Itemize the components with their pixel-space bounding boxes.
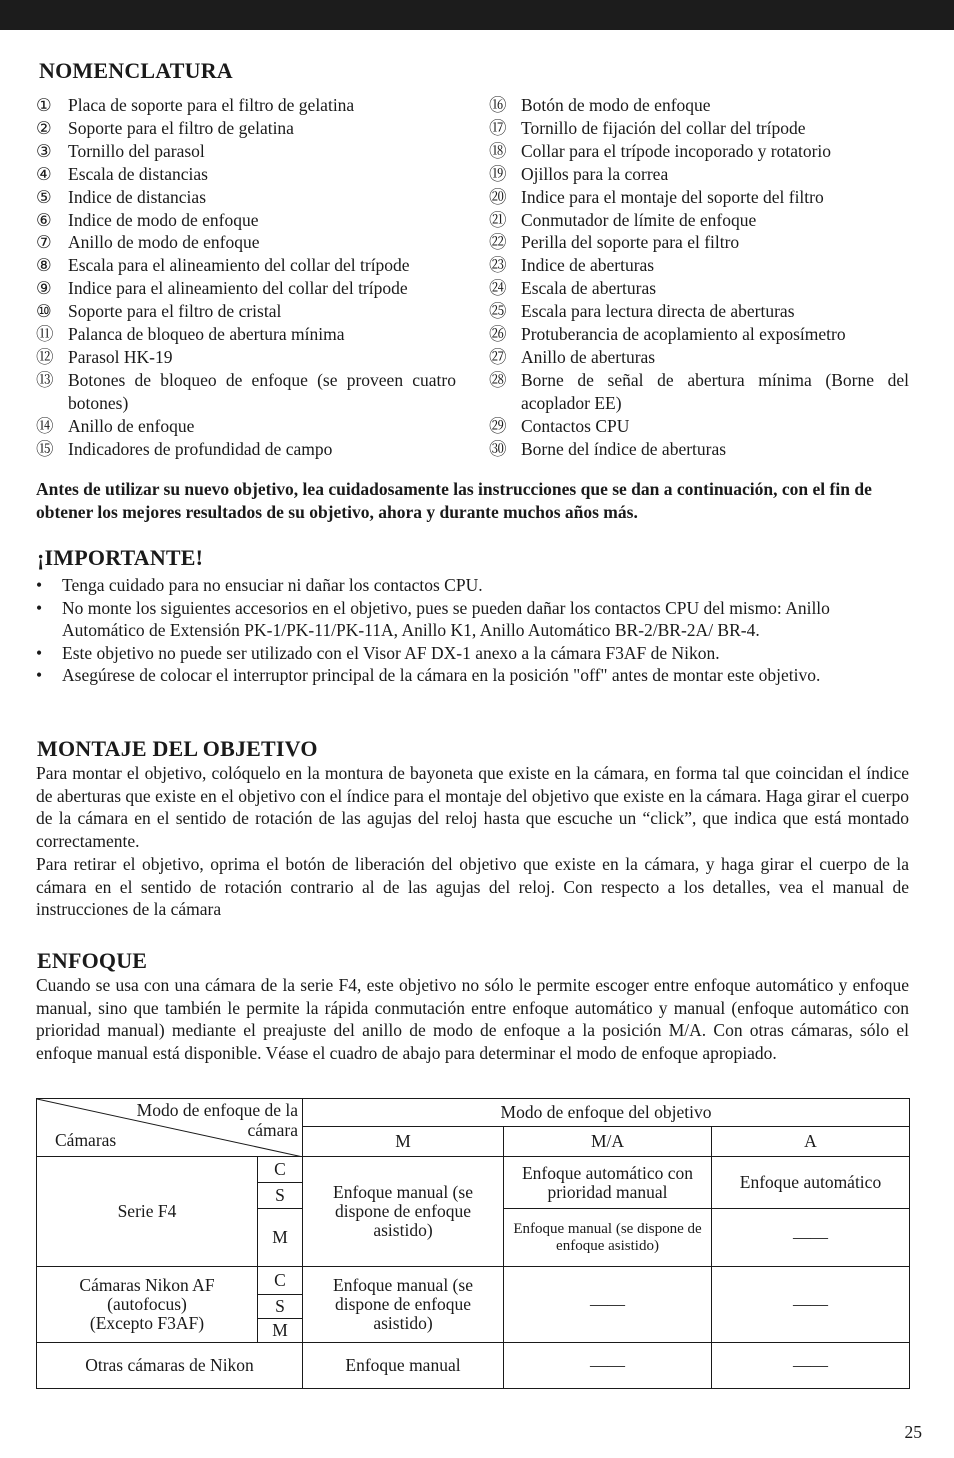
nomenclature-item [36,140,456,163]
nomenclatura-heading: NOMENCLATURA [39,58,233,83]
item-number: ① [36,95,52,115]
intro-paragraph: Antes de utilizar su nuevo objetivo, lea cuidadosamente las instrucciones que se dan a continuación, con el fin de obtener los mejores resultados de su objetivo, ahora y durante muchos años más. [36,479,872,522]
item-number: ⑦ [36,232,52,253]
mode-m: M [258,1319,303,1343]
list-item: • Este objetivo no puede ser utilizado con el Visor AF DX-1 anexo a la cámara F3AF de Nikon. [36,642,909,665]
mode-c: C [258,1267,303,1295]
item-label: Borne de señal de abertura mínima (Borne del acoplador EE) [521,369,909,413]
mode-c: C [258,1157,303,1183]
focus-mode-table [36,1098,910,1389]
item-number: ㉕ [489,301,507,322]
item-label: Placa de soporte para el filtro de gelatina [68,95,355,115]
item-number: ⑳ [489,186,507,207]
nomenclature-item [36,231,456,254]
nomenclature-item [36,186,456,209]
nikon-af-line-2: (autofocus) [107,1294,187,1314]
item-number: ⑮ [36,438,54,459]
nomenclature-item [489,300,909,323]
cell-f4-m: Enfoque manual (se dispone de enfoque asistido) [303,1157,504,1267]
item-label: Indice de modo de enfoque [68,209,259,230]
item-label: Tornillo del parasol [68,140,205,161]
row-label-serie-f4: Serie F4 [37,1157,258,1267]
cell-f4-ma-cs: Enfoque automático con prioridad manual [504,1157,712,1209]
item-label: Indice para el alineamiento del collar del trípode [68,278,408,299]
item-label: Ojillos para la correa [521,163,669,184]
item-number: ㉖ [489,324,507,345]
item-label: Anillo de enfoque [68,415,195,436]
item-number: ② [36,117,52,138]
nikon-af-line-3: (Excepto F3AF) [89,1313,205,1333]
cell-af-a: —— [712,1267,910,1343]
page-number: 25 [904,1422,922,1442]
row-label-nikon-af [37,1267,258,1343]
item-number: ㉓ [489,255,507,276]
col-header-a: A [712,1127,910,1157]
lens-mode-header: Modo de enfoque del objetivo [303,1099,910,1127]
nomenclature-list-left [36,94,456,461]
cell-af-m: Enfoque manual (se dispone de enfoque asistido) [303,1267,504,1343]
item-number: ⑬ [36,369,54,390]
cell-otras-m: Enfoque manual [303,1343,504,1389]
item-label: Escala de aberturas [521,278,657,299]
item-label: Perilla del soporte para el filtro [521,232,740,253]
nomenclature-item [36,163,456,186]
item-number: ⑥ [36,209,52,230]
item-label: Collar para el trípode incoporado y rotatorio [521,140,832,161]
item-label: Palanca de bloqueo de abertura mínima [68,324,345,345]
corner-label-camera: cámara [247,1120,298,1140]
nomenclature-list-right [489,94,909,461]
nomenclature-item [36,415,456,438]
item-label: Indice de distancias [68,186,207,207]
item-number: ⑲ [489,163,507,184]
item-number: ㉚ [489,438,507,459]
nomenclature-item [489,415,909,438]
nomenclature-item [36,323,456,346]
item-number: ⑯ [489,95,507,115]
cell-f4-ma-m: Enfoque manual (se dispone de enfoque asistido) [504,1209,712,1267]
item-label: Anillo de aberturas [521,346,656,367]
nomenclature-item [489,369,909,415]
item-label: Tornillo de fijación del collar del trípode [521,117,806,138]
list-item: • Asegúrese de colocar el interruptor principal de la cámara en la posición "off" antes de montar este objetivo. [36,664,909,687]
cell-otras-ma: —— [504,1343,712,1389]
item-label: Botón de modo de enfoque [521,95,711,115]
nomenclature-item [489,163,909,186]
item-label: Conmutador de límite de enfoque [521,209,757,230]
item-number: ⑤ [36,186,52,207]
montaje-heading: MONTAJE DEL OBJETIVO [37,736,318,761]
list-item: • Tenga cuidado para no ensuciar ni dañar los contactos CPU. [36,574,909,597]
item-label: Escala para lectura directa de aberturas [521,301,795,322]
item-label: Botones de bloqueo de enfoque (se proveen cuatro botones) [68,369,456,413]
item-number: ⑨ [36,278,52,299]
nomenclature-item [489,140,909,163]
item-number: ⑪ [36,324,54,345]
item-number: ㉗ [489,346,507,367]
table-corner-header [37,1099,303,1157]
nikon-af-line-1: Cámaras Nikon AF [79,1275,215,1295]
mode-m: M [258,1209,303,1267]
item-label: Anillo de modo de enfoque [68,232,260,253]
nomenclature-item [36,346,456,369]
montaje-paragraph-1: Para montar el objetivo, colóquelo en la montura de bayoneta que existe en la cámara, en forma tal que coincidan el índice de aberturas que existe en el objetivo con el índice para el montaje del objetivo que existe en la cámara. Haga girar el cuerpo de la cámara en el sentido de rotación de las agujas del reloj hasta que escuche un “click”, que indica que está montado correctamente. [36,763,909,851]
item-label: Indice de aberturas [521,255,655,276]
nomenclature-item [489,323,909,346]
cell-f4-a-cs: Enfoque automático [712,1157,910,1209]
top-header-bar [0,0,954,30]
nomenclature-item [36,94,456,117]
item-label: Soporte para el filtro de gelatina [68,117,294,138]
item-number: ㉙ [489,415,507,436]
item-number: ⑧ [36,255,52,276]
item-label: Contactos CPU [521,415,630,436]
col-header-ma: M/A [504,1127,712,1157]
item-number: ㉔ [489,278,507,299]
nomenclature-item [36,117,456,140]
importante-heading: ¡IMPORTANTE! [37,545,204,570]
nomenclature-item [36,277,456,300]
item-number: ㉘ [489,369,507,390]
nomenclature-item [36,209,456,232]
nomenclature-item [489,209,909,232]
item-label: Borne del índice de aberturas [521,438,727,459]
nomenclature-item [489,254,909,277]
nomenclature-item [489,231,909,254]
nomenclature-item [36,438,456,461]
item-label: Soporte para el filtro de cristal [68,301,282,322]
nomenclature-item [489,94,909,117]
mode-s: S [258,1183,303,1209]
corner-label-cameras: Cámaras [55,1130,117,1150]
nomenclature-item [36,300,456,323]
item-number: ㉑ [489,209,507,230]
cell-otras-a: —— [712,1343,910,1389]
enfoque-paragraph: Cuando se usa con una cámara de la serie F4, este objetivo no sólo le permite escoger entre enfoque automático y enfoque manual, sino que también le permite la rápida conmutación entre enfoque automático y manual (enfoque automático con prioridad manual) mediante el preajuste del anillo de modo de enfoque a la posición M/A. Con otras cámaras, sólo el enfoque manual está disponible. Véase el cuadro de abajo para determinar el modo de enfoque apropiado. [36,975,909,1063]
item-number: ⑰ [489,117,507,138]
col-header-m: M [303,1127,504,1157]
enfoque-heading: ENFOQUE [37,948,148,973]
item-label: Protuberancia de acoplamiento al exposímetro [521,324,846,345]
item-number: ③ [36,140,52,161]
item-label: Escala para el alineamiento del collar del trípode [68,255,410,276]
item-label: Parasol HK-19 [68,346,173,367]
item-number: ㉒ [489,232,507,253]
mode-s: S [258,1295,303,1319]
list-item: • No monte los siguientes accesorios en el objetivo, pues se pueden dañar los contactos CPU del mismo: Anillo Automático de Extensión PK-1/PK-11/PK-11A, Anillo K1, Anillo Automático BR-2/BR-2A/ BR-4. [36,597,909,642]
nomenclature-item [36,369,456,415]
item-number: ⑩ [36,301,52,322]
item-number: ⑫ [36,346,54,367]
item-label: Indicadores de profundidad de campo [68,438,333,459]
nomenclature-item [489,117,909,140]
nomenclature-item [489,346,909,369]
item-label: Escala de distancias [68,163,208,184]
row-label-otras: Otras cámaras de Nikon [37,1343,303,1389]
cell-af-ma: —— [504,1267,712,1343]
nomenclature-item [489,277,909,300]
cell-f4-a-m: —— [712,1209,910,1267]
item-number: ⑱ [489,140,507,161]
corner-label-mode: Modo de enfoque de la [136,1100,298,1120]
nomenclature-item [489,186,909,209]
nomenclature-item [489,438,909,461]
montaje-paragraph-2: Para retirar el objetivo, oprima el botón de liberación del objetivo que existe en la cámara, y haga girar el cuerpo de la cámara en el sentido de rotación contrario al de las agujas del reloj. Con respecto a los detalles, vea el manual de instrucciones de la cámara [36,854,909,920]
item-number: ⑭ [36,415,54,436]
nomenclature-item [36,254,456,277]
item-label: Indice para el montaje del soporte del filtro [521,186,824,207]
item-number: ④ [36,163,52,184]
importante-list [36,574,909,687]
